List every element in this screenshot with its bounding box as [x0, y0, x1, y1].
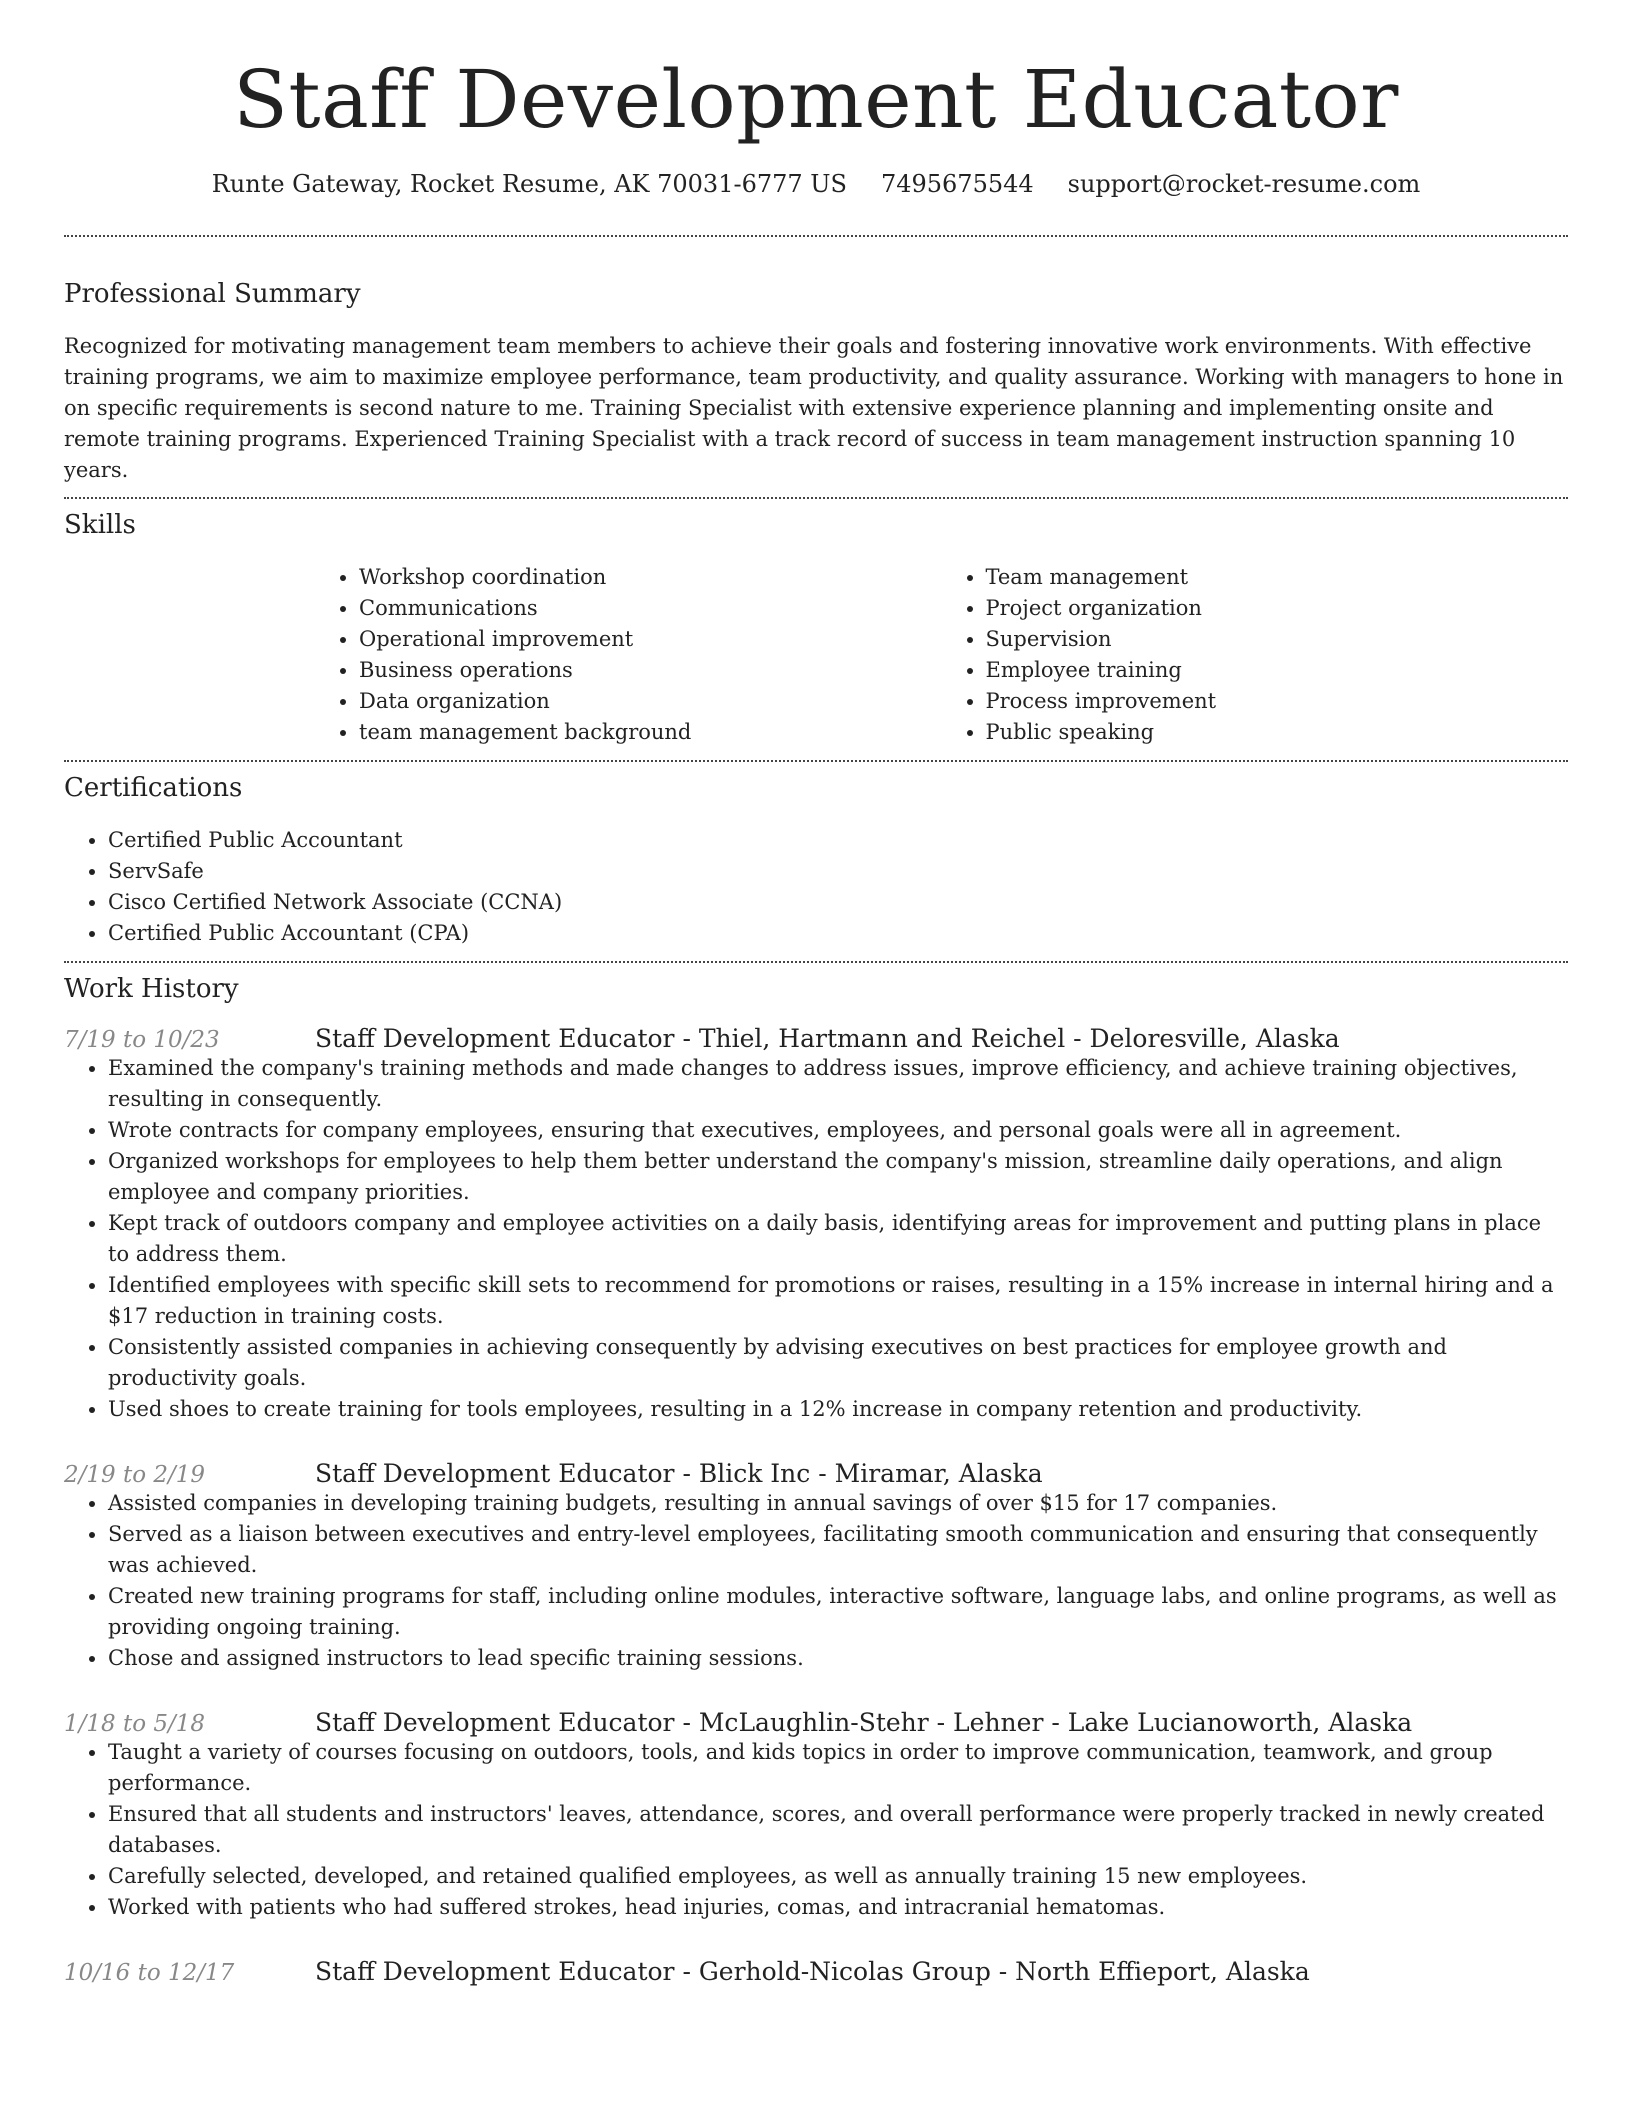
job-bullets [64, 1053, 1568, 1425]
skill-item: • Public speaking [986, 717, 1569, 748]
skill-item: • Process improvement [986, 686, 1569, 717]
section-title: Work History [64, 974, 239, 1004]
section-title: Certifications [64, 773, 243, 803]
job-title: Staff Development Educator - Gerhold-Nicolas Group - North Effieport, Alaska [315, 1957, 1310, 1986]
divider [64, 961, 1568, 963]
skill-item: • Workshop coordination [359, 562, 942, 593]
contact-line [0, 170, 1632, 198]
skill-item: • Business operations [359, 655, 942, 686]
skill-item: • Project organization [986, 593, 1569, 624]
job-bullet: • Carefully selected, developed, and retained qualified employees, as well as annually training 15 new employees. [108, 1861, 1568, 1892]
certification-item: • ServSafe [108, 856, 1568, 887]
job-entry [64, 1024, 1568, 1425]
certification-item: • Cisco Certified Network Associate (CCNA) [108, 887, 1568, 918]
job-dates: 2/19 to 2/19 [64, 1462, 206, 1488]
job-header [64, 1024, 1568, 1053]
skill-item: • Communications [359, 593, 942, 624]
summary-text: Recognized for motivating management team members to achieve their goals and fostering innovative work environments. With effective training programs, we aim to maximize employee performance, team productivity, and quality assurance. Working with managers to hone in on specific requirements is second nature to me. Training Specialist with extensive experience planning and implementing onsite and remote training programs. Experienced Training Specialist with a track record of success in team management instruction spanning 10 years. [64, 334, 1564, 482]
job-bullet: • Chose and assigned instructors to lead specific training sessions. [108, 1643, 1568, 1674]
job-entry [64, 1957, 1568, 1986]
job-entry [64, 1708, 1568, 1923]
contact-address: Runte Gateway, Rocket Resume, AK 70031-6777 US [211, 170, 847, 198]
certification-item: • Certified Public Accountant [108, 825, 1568, 856]
section-title: Skills [64, 510, 136, 540]
job-bullet: • Taught a variety of courses focusing on outdoors, tools, and kids topics in order to improve communication, teamwork, and group performance. [108, 1737, 1568, 1799]
job-bullet: • Used shoes to create training for tools employees, resulting in a 12% increase in company retention and productivity. [108, 1394, 1568, 1425]
job-bullet: • Identified employees with specific skill sets to recommend for promotions or raises, resulting in a 15% increase in internal hiring and a $17 reduction in training costs. [108, 1270, 1568, 1332]
job-bullets [64, 1737, 1568, 1923]
section-title: Professional Summary [64, 279, 361, 309]
job-bullet: • Worked with patients who had suffered strokes, head injuries, comas, and intracranial hematomas. [108, 1892, 1568, 1923]
skill-item: • Operational improvement [359, 624, 942, 655]
job-bullet: • Examined the company's training methods and made changes to address issues, improve efficiency, and achieve training objectives, resulting in consequently. [108, 1053, 1568, 1115]
job-title: Staff Development Educator - Blick Inc - Miramar, Alaska [315, 1459, 1043, 1488]
skills-list-left [315, 562, 942, 748]
job-title: Staff Development Educator - McLaughlin-Stehr - Lehner - Lake Lucianoworth, Alaska [315, 1708, 1413, 1737]
work-history-section [0, 974, 1632, 1986]
skill-item: • team management background [359, 717, 942, 748]
contact-phone: 7495675544 [880, 170, 1034, 198]
certification-item: • Certified Public Accountant (CPA) [108, 918, 1568, 949]
contact-email: support@rocket-resume.com [1067, 170, 1421, 198]
skills-columns [315, 562, 1568, 748]
job-dates: 10/16 to 12/17 [64, 1960, 235, 1986]
job-dates: 1/18 to 5/18 [64, 1711, 206, 1737]
job-bullet: • Ensured that all students and instructors' leaves, attendance, scores, and overall performance were properly tracked in newly created databases. [108, 1799, 1568, 1861]
skill-item: • Data organization [359, 686, 942, 717]
certifications-section [0, 773, 1632, 949]
job-header [64, 1957, 1568, 1986]
job-bullets [64, 1488, 1568, 1674]
job-bullet: • Kept track of outdoors company and employee activities on a daily basis, identifying areas for improvement and putting plans in place to address them. [108, 1208, 1568, 1270]
skill-item: • Employee training [986, 655, 1569, 686]
job-bullet: • Wrote contracts for company employees, ensuring that executives, employees, and personal goals were all in agreement. [108, 1115, 1568, 1146]
job-bullet: • Organized workshops for employees to help them better understand the company's mission, streamline daily operations, and align employee and company priorities. [108, 1146, 1568, 1208]
skills-list-right [942, 562, 1569, 748]
resume-name: Staff Development Educator [233, 53, 1399, 146]
job-entry [64, 1459, 1568, 1674]
divider [64, 497, 1568, 499]
job-bullet: • Served as a liaison between executives and entry-level employees, facilitating smooth communication and ensuring that consequently was achieved. [108, 1519, 1568, 1581]
job-header [64, 1708, 1568, 1737]
summary-section [0, 279, 1632, 486]
job-header [64, 1459, 1568, 1488]
skills-section [0, 510, 1632, 748]
job-title: Staff Development Educator - Thiel, Hartmann and Reichel - Deloresville, Alaska [315, 1024, 1340, 1053]
job-dates: 7/19 to 10/23 [64, 1027, 220, 1053]
skill-item: • Supervision [986, 624, 1569, 655]
certifications-list [64, 825, 1568, 949]
divider [64, 760, 1568, 762]
skill-item: • Team management [986, 562, 1569, 593]
job-bullet: • Created new training programs for staff, including online modules, interactive software, language labs, and online programs, as well as providing ongoing training. [108, 1581, 1568, 1643]
job-bullet: • Consistently assisted companies in achieving consequently by advising executives on best practices for employee growth and productivity goals. [108, 1332, 1568, 1394]
job-bullet: • Assisted companies in developing training budgets, resulting in annual savings of over $15 for 17 companies. [108, 1488, 1568, 1519]
divider [64, 235, 1568, 237]
